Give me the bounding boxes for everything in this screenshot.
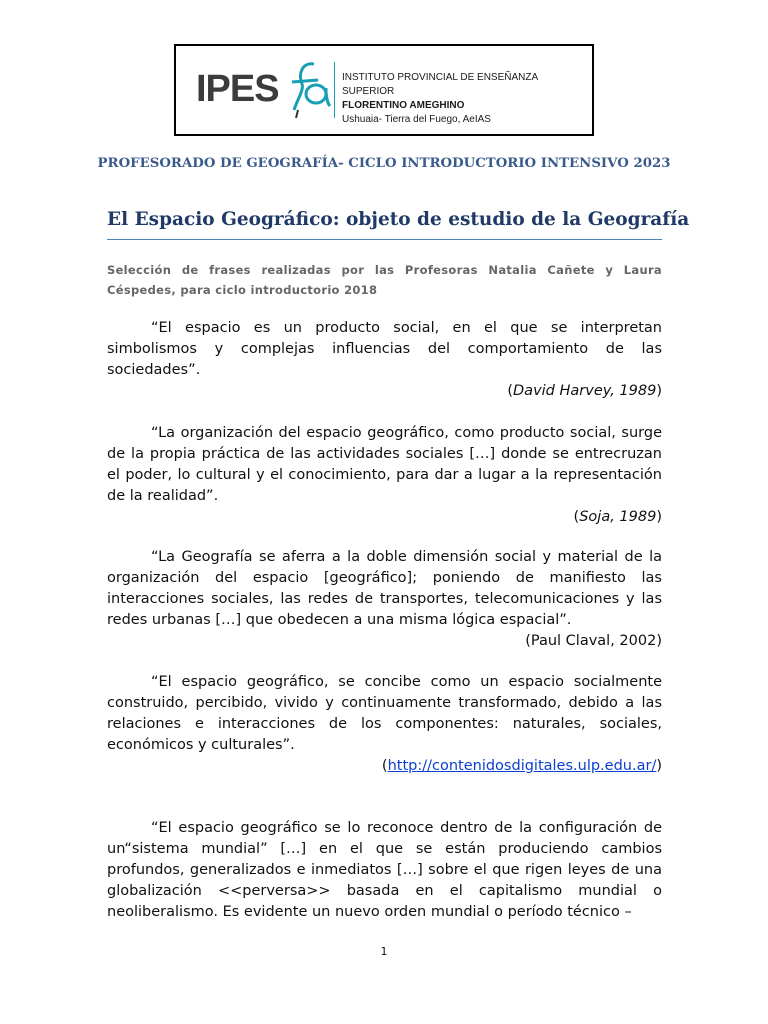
source-link[interactable]: http://contenidosdigitales.ulp.edu.ar/ xyxy=(387,758,657,774)
institute-line-3: Ushuaia- Tierra del Fuego, AeIAS xyxy=(342,114,491,125)
institution-header xyxy=(174,44,594,136)
institute-name-block xyxy=(342,71,592,127)
logo-divider xyxy=(334,62,335,118)
quote-citation: (Paul Claval, 2002) xyxy=(525,633,662,649)
quote-citation: (http://contenidosdigitales.ulp.edu.ar/) xyxy=(381,758,662,774)
quote-text: “La Geografía se aferra a la doble dimensión social y material de la organización del espacio [geográfico]; poniendo de manifiesto las interacciones sociales, las redes de transportes, telecomunicaciones y las redes urbanas […] que obedecen a una misma lógica espacial”. xyxy=(107,549,662,628)
quote-3 xyxy=(107,547,662,652)
credits-note: Selección de frases realizadas por las Profesoras Natalia Cañete y Laura Céspedes, para ciclo introductorio 2018 xyxy=(107,263,662,297)
institute-line-1: INSTITUTO PROVINCIAL DE ENSEÑANZA SUPERIOR xyxy=(342,72,538,97)
quote-1 xyxy=(107,318,662,402)
page-number: 1 xyxy=(380,945,388,958)
quote-text: “El espacio geográfico, se concibe como un espacio socialmente construido, percibido, vivido y continuamente transformado, debido a las relaciones e interacciones de los componentes: naturales, sociales, económicos y culturales”. xyxy=(107,674,662,753)
ipes-logo-text: IPES xyxy=(196,68,279,110)
quote-text: “La organización del espacio geográfico, como producto social, surge de la propia práctica de las actividades sociales […] donde se entrecruzan el poder, lo cultural y el conocimiento, para dar a lugar a la representación de la realidad”. xyxy=(107,425,662,504)
quote-citation: (David Harvey, 1989) xyxy=(507,383,662,399)
quote-5 xyxy=(107,818,662,923)
program-heading: PROFESORADO DE GEOGRAFÍA- CICLO INTRODUCTORIO INTENSIVO 2023 xyxy=(97,156,671,171)
title-underline xyxy=(107,239,662,240)
fa-monogram-icon xyxy=(284,58,332,120)
quote-2 xyxy=(107,423,662,528)
quote-4 xyxy=(107,672,662,777)
institute-line-2: FLORENTINO AMEGHINO xyxy=(342,100,465,111)
quote-text: “El espacio es un producto social, en el que se interpretan simbolismos y complejas influencias del comportamiento de las sociedades”. xyxy=(107,320,662,378)
document-title: El Espacio Geográfico: objeto de estudio de la Geografía xyxy=(107,209,690,230)
quote-citation: (Soja, 1989) xyxy=(573,509,662,525)
quote-text: “El espacio geográfico se lo reconoce dentro de la configuración de un“sistema mundial” […] en el que se están produciendo cambios profundos, generalizados e inmediatos […] sobre el que rigen leyes de una globalización <<perversa>> basada en el capitalismo mundial o neoliberalismo. Es evidente un nuevo orden mundial o período técnico – xyxy=(107,820,662,920)
